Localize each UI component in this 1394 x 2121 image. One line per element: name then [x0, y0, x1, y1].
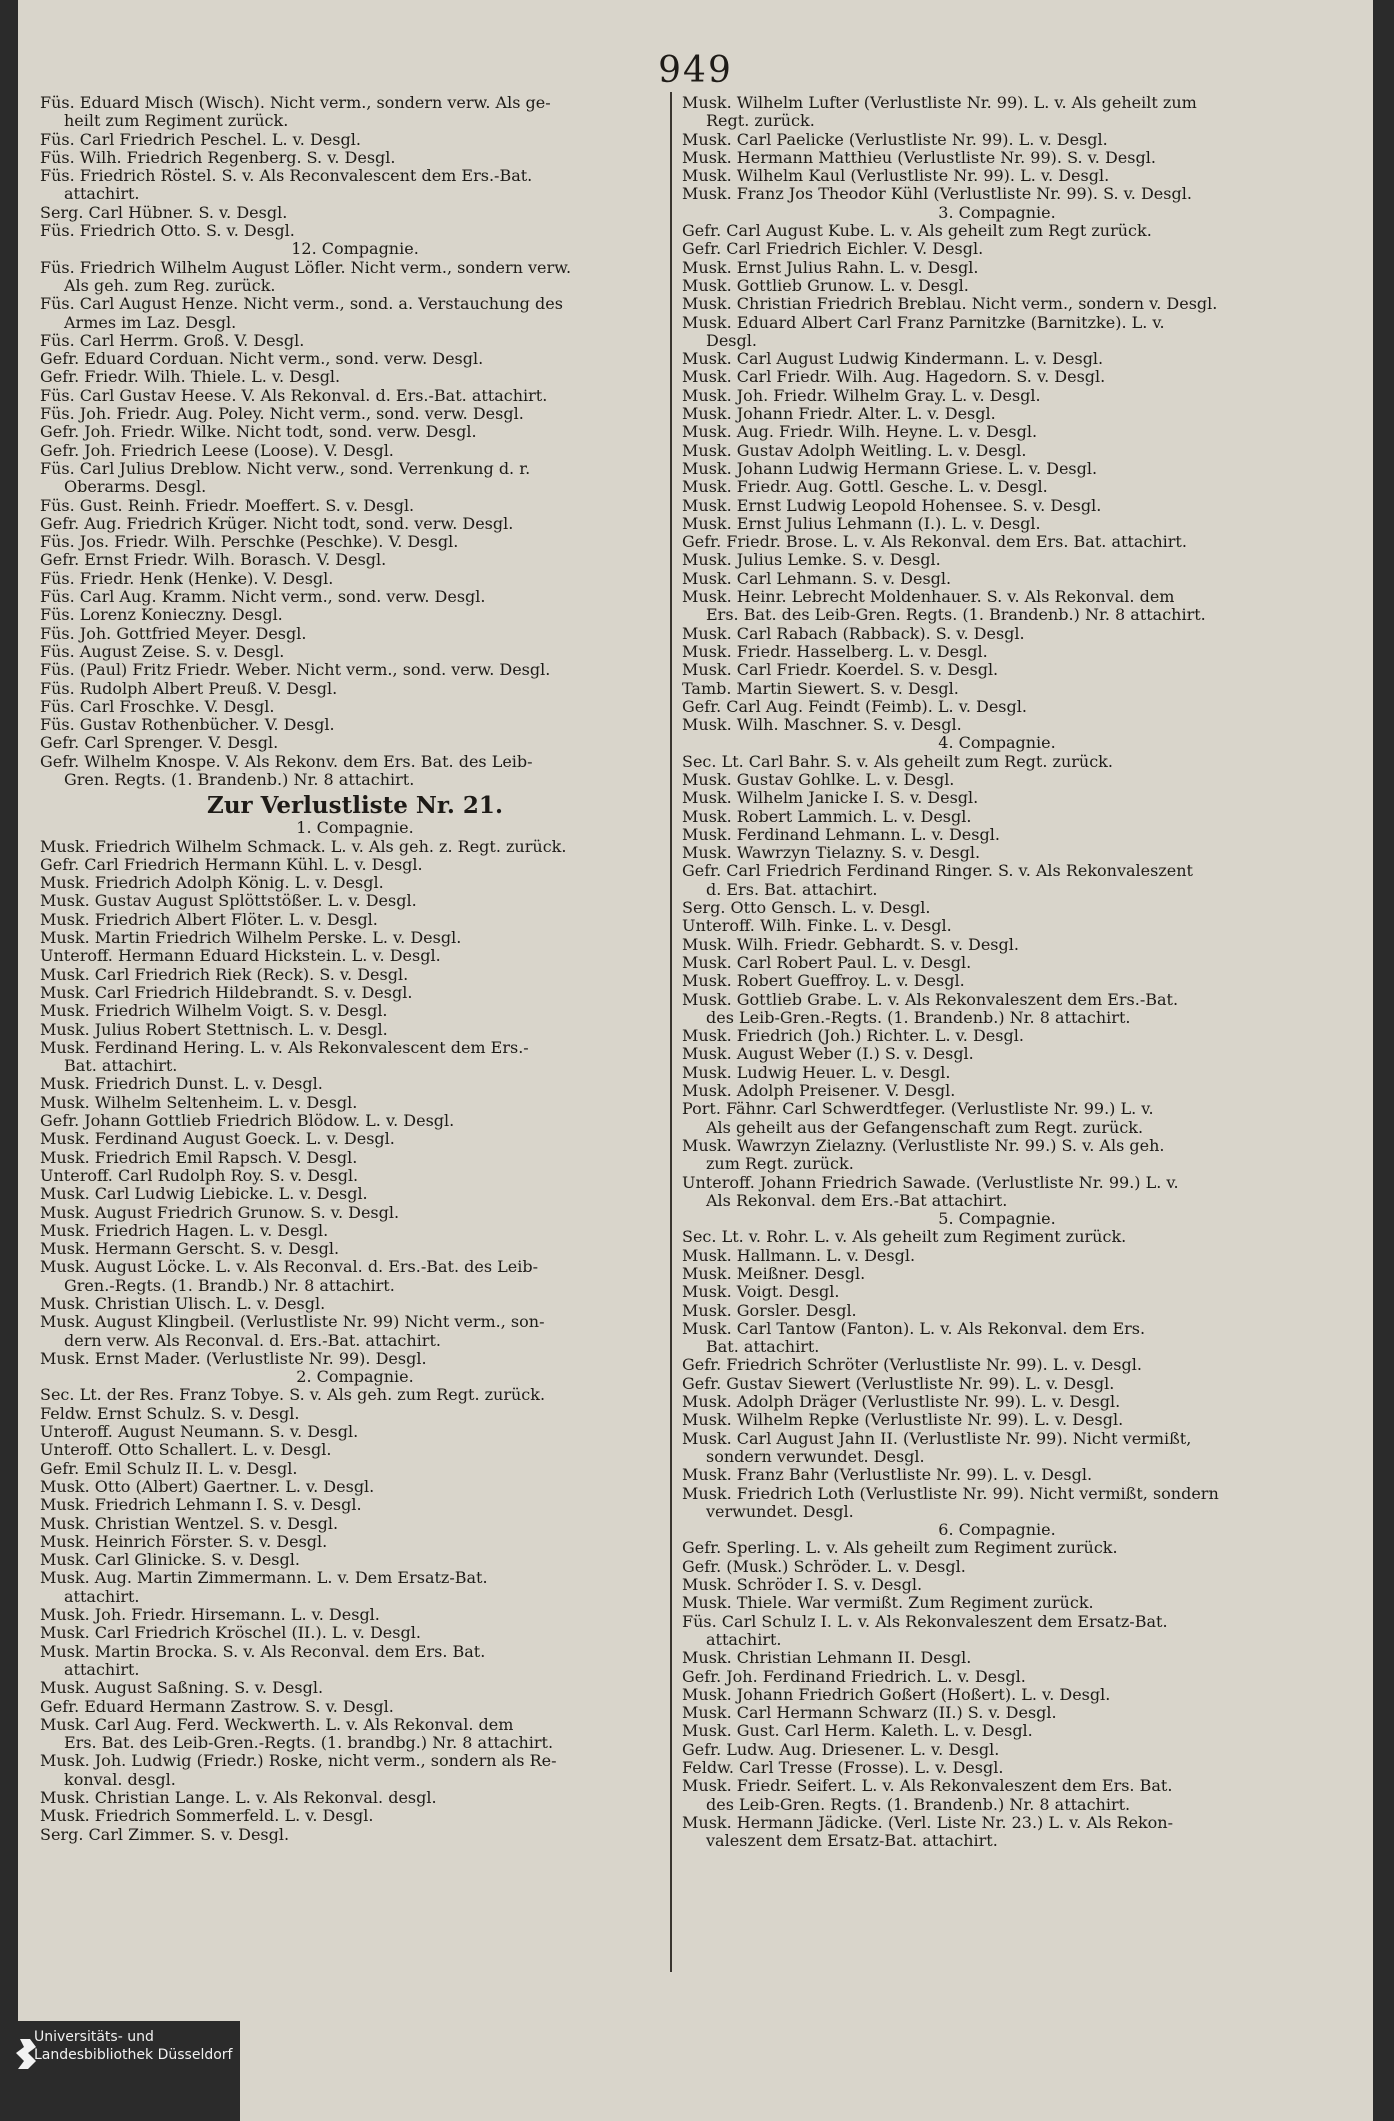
list-item: Musk. Eduard Albert Carl Franz Parnitzke (Barnitzke). L. v.	[682, 312, 1165, 332]
list-item: Serg. Carl Zimmer. S. v. Desgl.	[40, 1824, 290, 1844]
entry-continuation: d. Ers. Bat. attachirt.	[706, 879, 878, 899]
list-item: Füs. Carl Gustav Heese. V. Als Rekonval. d. Ers.-Bat. attachirt.	[40, 385, 548, 405]
entry-continuation: sondern verwundet. Desgl.	[706, 1446, 925, 1466]
list-item: Gefr. Friedrich Schröter (Verlustliste Nr. 99). L. v. Desgl.	[682, 1355, 1142, 1375]
list-item: Musk. Carl Rabach (Rabback). S. v. Desgl.	[682, 623, 1025, 643]
list-item: Musk. Friedrich Adolph König. L. v. Desgl.	[40, 873, 384, 893]
list-item: Musk. Carl Aug. Ferd. Weckwerth. L. v. Als Rekonval. dem	[40, 1714, 514, 1734]
entry-continuation: dern verw. Als Reconval. d. Ers.-Bat. attachirt.	[64, 1330, 441, 1350]
list-item: Füs. Carl Froschke. V. Desgl.	[40, 696, 275, 716]
list-item: Füs. Friedrich Otto. S. v. Desgl.	[40, 221, 295, 241]
entry-continuation: attachirt.	[64, 1586, 140, 1606]
list-item: Füs. Carl Friedrich Peschel. L. v. Desgl.	[40, 129, 361, 149]
entry-continuation: attachirt.	[706, 1629, 782, 1649]
section-heading: 2. Compagnie.	[296, 1367, 414, 1387]
list-item: Feldw. Carl Tresse (Frosse). L. v. Desgl.	[682, 1758, 1004, 1778]
entry-continuation: Ers. Bat. des Leib-Gren.-Regts. (1. brandbg.) Nr. 8 attachirt.	[64, 1733, 554, 1753]
list-item: Musk. Voigt. Desgl.	[682, 1282, 840, 1302]
list-item: Musk. Carl Glinicke. S. v. Desgl.	[40, 1550, 300, 1570]
list-item: Füs. Carl Aug. Kramm. Nicht verm., sond. verw. Desgl.	[40, 587, 486, 607]
list-item: Musk. Robert Lammich. L. v. Desgl.	[682, 806, 972, 826]
list-item: Gefr. Ludw. Aug. Driesener. L. v. Desgl.	[682, 1739, 1000, 1759]
list-item: Serg. Otto Gensch. L. v. Desgl.	[682, 898, 931, 918]
list-item: Musk. Hermann Jädicke. (Verl. Liste Nr. 23.) L. v. Als Rekon-	[682, 1812, 1173, 1832]
list-item: Musk. Wawrzyn Tielazny. S. v. Desgl.	[682, 843, 981, 863]
list-item: Musk. Heinrich Förster. S. v. Desgl.	[40, 1531, 328, 1551]
list-item: Musk. Carl Paelicke (Verlustliste Nr. 99). L. v. Desgl.	[682, 129, 1108, 149]
list-item: Musk. Franz Bahr (Verlustliste Nr. 99). L. v. Desgl.	[682, 1465, 1093, 1485]
list-item: Gefr. Carl Sprenger. V. Desgl.	[40, 733, 279, 753]
list-item: Musk. Christian Ulisch. L. v. Desgl.	[40, 1294, 326, 1313]
list-item: Gefr. Friedr. Wilh. Thiele. L. v. Desgl.	[40, 367, 341, 387]
entry-continuation: Desgl.	[706, 330, 757, 350]
list-item: Gefr. Sperling. L. v. Als geheilt zum Regiment zurück.	[682, 1538, 1118, 1558]
list-item: Feldw. Ernst Schulz. S. v. Desgl.	[40, 1403, 300, 1423]
list-item: Musk. Julius Lemke. S. v. Desgl.	[682, 550, 941, 570]
entry-continuation: zum Regt. zurück.	[706, 1154, 854, 1174]
section-heading: 12. Compagnie.	[291, 239, 419, 259]
list-item: Musk. Martin Brocka. S. v. Als Reconval. dem Ers. Bat.	[40, 1641, 486, 1661]
list-item: Musk. Adolph Dräger (Verlustliste Nr. 99). L. v. Desgl.	[682, 1392, 1121, 1412]
list-item: Musk. Ferdinand August Goeck. L. v. Desgl.	[40, 1129, 395, 1149]
entry-continuation: Als geheilt aus der Gefangenschaft zum Regt. zurück.	[706, 1117, 1144, 1137]
entry-continuation: Ers. Bat. des Leib-Gren. Regts. (1. Brandenb.) Nr. 8 attachirt.	[706, 605, 1206, 625]
list-item: Füs. Carl Schulz I. L. v. Als Rekonvaleszent dem Ersatz-Bat.	[682, 1611, 1168, 1631]
left-column	[40, 94, 670, 1844]
list-item: Musk. Wilh. Friedr. Gebhardt. S. v. Desgl.	[682, 934, 1019, 954]
list-item: Musk. Friedrich Sommerfeld. L. v. Desgl.	[40, 1806, 374, 1826]
list-item: Musk. Friedrich Albert Flöter. L. v. Desgl.	[40, 909, 378, 929]
document-page	[18, 0, 1373, 2121]
list-item: Füs. Gustav Rothenbücher. V. Desgl.	[40, 715, 335, 735]
list-item: Sec. Lt. Carl Bahr. S. v. Als geheilt zum Regt. zurück.	[682, 751, 1113, 771]
list-item: Füs. Carl August Henze. Nicht verm., sond. a. Verstauchung des	[40, 294, 563, 314]
footer-line-1: Universitäts- und	[34, 2029, 154, 2045]
list-item: Musk. Wilhelm Seltenheim. L. v. Desgl.	[40, 1092, 358, 1112]
entry-continuation: Oberarms. Desgl.	[64, 477, 207, 497]
list-item: Musk. Wilhelm Kaul (Verlustliste Nr. 99). L. v. Desgl.	[682, 166, 1110, 186]
list-item: Musk. Christian Lehmann II. Desgl.	[682, 1648, 972, 1668]
entry-continuation: verwundet. Desgl.	[706, 1501, 854, 1521]
list-item: Musk. Carl Friedr. Wilh. Aug. Hagedorn. S. v. Desgl.	[682, 367, 1106, 387]
list-item: Musk. Meißner. Desgl.	[682, 1264, 866, 1283]
list-item: Gefr. Eduard Hermann Zastrow. S. v. Desgl.	[40, 1696, 394, 1716]
list-item: Musk. Friedrich Loth (Verlustliste Nr. 99). Nicht vermißt, sondern	[682, 1483, 1219, 1503]
list-item: Musk. Thiele. War vermißt. Zum Regiment zurück.	[682, 1593, 1094, 1613]
entry-continuation: attachirt.	[64, 1659, 140, 1679]
list-item: Unteroff. Carl Rudolph Roy. S. v. Desgl.	[40, 1165, 359, 1185]
list-item: Gefr. Friedr. Brose. L. v. Als Rekonval. dem Ers. Bat. attachirt.	[682, 532, 1187, 552]
list-item: Musk. Christian Friedrich Breblau. Nicht verm., sondern v. Desgl.	[682, 294, 1218, 314]
column-divider	[670, 92, 672, 1972]
list-item: Gefr. Carl Friedrich Hermann Kühl. L. v. Desgl.	[40, 854, 423, 874]
list-item: Füs. Carl Julius Dreblow. Nicht verw., sond. Verrenkung d. r.	[40, 458, 531, 478]
list-item: Musk. Wilhelm Janicke I. S. v. Desgl.	[682, 788, 979, 808]
section-heading: 4. Compagnie.	[938, 733, 1056, 753]
list-item: Musk. Wilhelm Repke (Verlustliste Nr. 99). L. v. Desgl.	[682, 1410, 1124, 1430]
list-item: Füs. Eduard Misch (Wisch). Nicht verm., sondern verw. Als ge-	[40, 94, 551, 112]
list-item: Gefr. Carl Friedrich Eichler. V. Desgl.	[682, 239, 984, 259]
entry-continuation: Als Rekonval. dem Ers.-Bat attachirt.	[706, 1190, 1008, 1210]
list-item: Gefr. Johann Gottlieb Friedrich Blödow. L. v. Desgl.	[40, 1111, 455, 1131]
list-item: Musk. Ferdinand Lehmann. L. v. Desgl.	[682, 824, 1000, 844]
list-item: Musk. Ernst Julius Rahn. L. v. Desgl.	[682, 257, 979, 277]
list-item: Musk. Schröder I. S. v. Desgl.	[682, 1575, 923, 1595]
list-item: Musk. Carl Tantow (Fanton). L. v. Als Rekonval. dem Ers.	[682, 1318, 1146, 1338]
library-footer	[0, 2021, 240, 2121]
list-item: Füs. Rudolph Albert Preuß. V. Desgl.	[40, 678, 338, 698]
list-item: Musk. Friedrich (Joh.) Richter. L. v. Desgl.	[682, 1026, 1024, 1046]
entry-continuation: des Leib-Gren.-Regts. (1. Brandenb.) Nr. 8 attachirt.	[706, 1007, 1131, 1027]
list-item: Musk. Johann Friedrich Goßert (Hoßert). L. v. Desgl.	[682, 1684, 1111, 1704]
list-item: Gefr. Joh. Friedrich Leese (Loose). V. Desgl.	[40, 440, 394, 460]
list-item: Musk. August Saßning. S. v. Desgl.	[40, 1678, 324, 1698]
entry-continuation: des Leib-Gren. Regts. (1. Brandenb.) Nr. 8 attachirt.	[706, 1794, 1131, 1814]
list-item: Musk. August Löcke. L. v. Als Reconval. d. Ers.-Bat. des Leib-	[40, 1257, 539, 1277]
list-item: Musk. Gottlieb Grunow. L. v. Desgl.	[682, 275, 969, 295]
list-item: Musk. Friedr. Aug. Gottl. Gesche. L. v. Desgl.	[682, 477, 1048, 497]
list-item: Gefr. Emil Schulz II. L. v. Desgl.	[40, 1458, 298, 1478]
entry-continuation: Als geh. zum Reg. zurück.	[64, 275, 276, 295]
list-item: Musk. Otto (Albert) Gaertner. L. v. Desgl.	[40, 1476, 375, 1496]
section-heading: 1. Compagnie.	[296, 818, 414, 838]
list-heading: Zur Verlustliste Nr. 21.	[207, 792, 503, 820]
list-item: Musk. Gustav Gohlke. L. v. Desgl.	[682, 769, 955, 789]
section-heading: 5. Compagnie.	[938, 1209, 1056, 1229]
entry-continuation: heilt zum Regiment zurück.	[64, 111, 289, 131]
list-item: Musk. Carl Ludwig Liebicke. L. v. Desgl.	[40, 1184, 368, 1204]
list-item: Musk. Gust. Carl Herm. Kaleth. L. v. Desgl.	[682, 1721, 1033, 1741]
list-item: Gefr. Eduard Corduan. Nicht verm., sond. verw. Desgl.	[40, 349, 484, 369]
list-item: Musk. Johann Friedr. Alter. L. v. Desgl.	[682, 404, 996, 424]
list-item: Musk. Gustav Adolph Weitling. L. v. Desgl.	[682, 440, 1027, 460]
page-number: 949	[658, 50, 733, 91]
list-item: Musk. Gustav August Splöttstößer. L. v. Desgl.	[40, 891, 417, 911]
list-item: Musk. Friedrich Dunst. L. v. Desgl.	[40, 1074, 323, 1094]
list-item: Musk. Carl August Jahn II. (Verlustliste Nr. 99). Nicht vermißt,	[682, 1428, 1192, 1448]
list-item: Gefr. (Musk.) Schröder. L. v. Desgl.	[682, 1556, 966, 1576]
list-item: Füs. Gust. Reinh. Friedr. Moeffert. S. v. Desgl.	[40, 495, 415, 515]
list-item: Musk. Aug. Friedr. Wilh. Heyne. L. v. Desgl.	[682, 422, 1038, 442]
list-item: Gefr. Carl Aug. Feindt (Feimb). L. v. Desgl.	[682, 696, 1027, 716]
list-item: Musk. Wawrzyn Zielazny. (Verlustliste Nr. 99.) S. v. Als geh.	[682, 1135, 1165, 1155]
list-item: Gefr. Carl August Kube. L. v. Als geheilt zum Regt zurück.	[682, 221, 1152, 241]
list-item: Musk. Christian Wentzel. S. v. Desgl.	[40, 1513, 339, 1533]
list-item: Gefr. Gustav Siewert (Verlustliste Nr. 99). L. v. Desgl.	[682, 1373, 1115, 1393]
list-item: Musk. Friedr. Hasselberg. L. v. Desgl.	[682, 641, 988, 661]
list-item: Gefr. Aug. Friedrich Krüger. Nicht todt, sond. verw. Desgl.	[40, 513, 514, 533]
list-item: Musk. Carl Friedr. Koerdel. S. v. Desgl.	[682, 660, 999, 680]
list-item: Musk. Carl Friedrich Hildebrandt. S. v. Desgl.	[40, 982, 413, 1002]
list-item: Unteroff. Johann Friedrich Sawade. (Verlustliste Nr. 99.) L. v.	[682, 1172, 1179, 1192]
list-item: Unteroff. August Neumann. S. v. Desgl.	[40, 1422, 359, 1442]
entry-continuation: valeszent dem Ersatz-Bat. attachirt.	[706, 1831, 998, 1851]
list-item: Musk. Carl Lehmann. S. v. Desgl.	[682, 568, 952, 588]
list-item: Gefr. Joh. Friedr. Wilke. Nicht todt, sond. verw. Desgl.	[40, 422, 477, 442]
list-item: Musk. Friedrich Wilhelm Voigt. S. v. Desgl.	[40, 1001, 388, 1021]
list-item: Musk. Joh. Friedr. Hirsemann. L. v. Desgl.	[40, 1605, 380, 1625]
list-item: Unteroff. Otto Schallert. L. v. Desgl.	[40, 1440, 332, 1460]
entry-continuation: Gren.-Regts. (1. Brandb.) Nr. 8 attachirt.	[64, 1275, 395, 1295]
list-item: Musk. Wilhelm Lufter (Verlustliste Nr. 99). L. v. Als geheilt zum	[682, 94, 1197, 112]
list-item: Musk. Franz Jos Theodor Kühl (Verlustliste Nr. 99). S. v. Desgl.	[682, 184, 1192, 204]
list-item: Musk. Hermann Gerscht. S. v. Desgl.	[40, 1239, 340, 1259]
list-item: Musk. August Friedrich Grunow. S. v. Desgl.	[40, 1202, 400, 1222]
list-item: Sec. Lt. v. Rohr. L. v. Als geheilt zum Regiment zurück.	[682, 1227, 1127, 1247]
list-item: Füs. Lorenz Konieczny. Desgl.	[40, 605, 283, 625]
list-item: Musk. Gorsler. Desgl.	[682, 1300, 857, 1320]
list-item: Musk. Ernst Ludwig Leopold Hohensee. S. v. Desgl.	[682, 495, 1102, 515]
list-item: Musk. Martin Friedrich Wilhelm Perske. L. v. Desgl.	[40, 928, 462, 948]
list-item: Musk. August Klingbeil. (Verlustliste Nr. 99) Nicht verm., son-	[40, 1312, 545, 1332]
list-item: Unteroff. Hermann Eduard Hickstein. L. v. Desgl.	[40, 946, 441, 966]
list-item: Gefr. Carl Friedrich Ferdinand Ringer. S. v. Als Rekonvaleszent	[682, 861, 1193, 881]
list-item: Musk. Friedrich Lehmann I. S. v. Desgl.	[40, 1495, 362, 1515]
list-item: Füs. Carl Herrm. Groß. V. Desgl.	[40, 330, 305, 350]
list-item: Musk. Gottlieb Grabe. L. v. Als Rekonvaleszent dem Ers.-Bat.	[682, 989, 1179, 1009]
list-item: Musk. Carl August Ludwig Kindermann. L. v. Desgl.	[682, 349, 1104, 369]
list-item: Musk. Ferdinand Hering. L. v. Als Rekonvalescent dem Ers.-	[40, 1037, 529, 1057]
list-item: Musk. Hallmann. L. v. Desgl.	[682, 1245, 916, 1265]
list-item: Füs. Friedr. Henk (Henke). V. Desgl.	[40, 568, 334, 588]
section-heading: 3. Compagnie.	[938, 202, 1056, 222]
list-item: Füs. Joh. Friedr. Aug. Poley. Nicht verm., sond. verw. Desgl.	[40, 404, 524, 424]
list-item: Musk. Johann Ludwig Hermann Griese. L. v. Desgl.	[682, 458, 1098, 478]
list-item: Musk. Adolph Preisener. V. Desgl.	[682, 1081, 956, 1101]
list-item: Musk. Hermann Matthieu (Verlustliste Nr. 99). S. v. Desgl.	[682, 147, 1156, 167]
list-item: Musk. Carl Friedrich Riek (Reck). S. v. Desgl.	[40, 964, 409, 984]
list-item: Musk. Joh. Ludwig (Friedr.) Roske, nicht verm., sondern als Re-	[40, 1751, 557, 1771]
list-item: Musk. Christian Lange. L. v. Als Rekonval. desgl.	[40, 1788, 437, 1808]
list-item: Unteroff. Wilh. Finke. L. v. Desgl.	[682, 916, 952, 936]
entry-continuation: attachirt.	[64, 184, 140, 204]
entry-continuation: Armes im Laz. Desgl.	[64, 312, 237, 332]
entry-continuation: Gren. Regts. (1. Brandenb.) Nr. 8 attachirt.	[64, 769, 415, 789]
list-item: Musk. Friedrich Hagen. L. v. Desgl.	[40, 1220, 329, 1240]
list-item: Füs. Joh. Gottfried Meyer. Desgl.	[40, 623, 307, 643]
list-item: Musk. Carl Robert Paul. L. v. Desgl.	[682, 952, 972, 972]
list-item: Füs. Friedrich Röstel. S. v. Als Reconvalescent dem Ers.-Bat.	[40, 166, 533, 186]
section-heading: 6. Compagnie.	[938, 1520, 1056, 1540]
list-item: Musk. Ernst Mader. (Verlustliste Nr. 99). Desgl.	[40, 1348, 427, 1368]
list-item: Gefr. Ernst Friedr. Wilh. Borasch. V. Desgl.	[40, 550, 387, 570]
list-item: Musk. Friedrich Emil Rapsch. V. Desgl.	[40, 1147, 358, 1167]
entry-continuation: Bat. attachirt.	[706, 1337, 820, 1357]
list-item: Füs. August Zeise. S. v. Desgl.	[40, 641, 285, 661]
list-item: Gefr. Wilhelm Knospe. V. Als Rekonv. dem Ers. Bat. des Leib-	[40, 751, 533, 771]
list-item: Musk. Ernst Julius Lehmann (I.). L. v. Desgl.	[682, 513, 1041, 533]
list-item: Gefr. Joh. Ferdinand Friedrich. L. v. Desgl.	[682, 1666, 1026, 1686]
list-item: Füs. Friedrich Wilhelm August Löfler. Nicht verm., sondern verw.	[40, 257, 572, 277]
list-item: Port. Fähnr. Carl Schwerdtfeger. (Verlustliste Nr. 99.) L. v.	[682, 1099, 1154, 1119]
list-item: Musk. Carl Hermann Schwarz (II.) S. v. Desgl.	[682, 1703, 1057, 1723]
list-item: Musk. August Weber (I.) S. v. Desgl.	[682, 1044, 974, 1064]
list-item: Musk. Joh. Friedr. Wilhelm Gray. L. v. Desgl.	[682, 385, 1041, 405]
footer-line-2: Landesbibliothek Düsseldorf	[34, 2047, 233, 2063]
list-item: Tamb. Martin Siewert. S. v. Desgl.	[682, 678, 959, 698]
right-column	[682, 94, 1312, 1851]
entry-continuation: Regt. zurück.	[706, 111, 815, 131]
list-item: Füs. Wilh. Friedrich Regenberg. S. v. Desgl.	[40, 147, 396, 167]
list-item: Füs. Jos. Friedr. Wilh. Perschke (Peschke). V. Desgl.	[40, 532, 459, 552]
list-item: Serg. Carl Hübner. S. v. Desgl.	[40, 202, 288, 222]
list-item: Musk. Friedrich Wilhelm Schmack. L. v. Als geh. z. Regt. zurück.	[40, 836, 567, 856]
list-item: Sec. Lt. der Res. Franz Tobye. S. v. Als geh. zum Regt. zurück.	[40, 1385, 546, 1405]
entry-continuation: Bat. attachirt.	[64, 1056, 178, 1076]
entry-continuation: konval. desgl.	[64, 1769, 176, 1789]
list-item: Musk. Carl Friedrich Kröschel (II.). L. v. Desgl.	[40, 1623, 421, 1643]
list-item: Musk. Wilh. Maschner. S. v. Desgl.	[682, 715, 962, 735]
list-item: Musk. Heinr. Lebrecht Moldenhauer. S. v. Als Rekonval. dem	[682, 587, 1175, 607]
list-item: Musk. Robert Gueffroy. L. v. Desgl.	[682, 971, 965, 991]
list-item: Musk. Julius Robert Stettnisch. L. v. Desgl.	[40, 1019, 388, 1039]
list-item: Füs. (Paul) Fritz Friedr. Weber. Nicht verm., sond. verw. Desgl.	[40, 660, 551, 680]
list-item: Musk. Friedr. Seifert. L. v. Als Rekonvaleszent dem Ers. Bat.	[682, 1776, 1173, 1796]
list-item: Musk. Ludwig Heuer. L. v. Desgl.	[682, 1062, 951, 1082]
list-item: Musk. Aug. Martin Zimmermann. L. v. Dem Ersatz-Bat.	[40, 1568, 488, 1588]
